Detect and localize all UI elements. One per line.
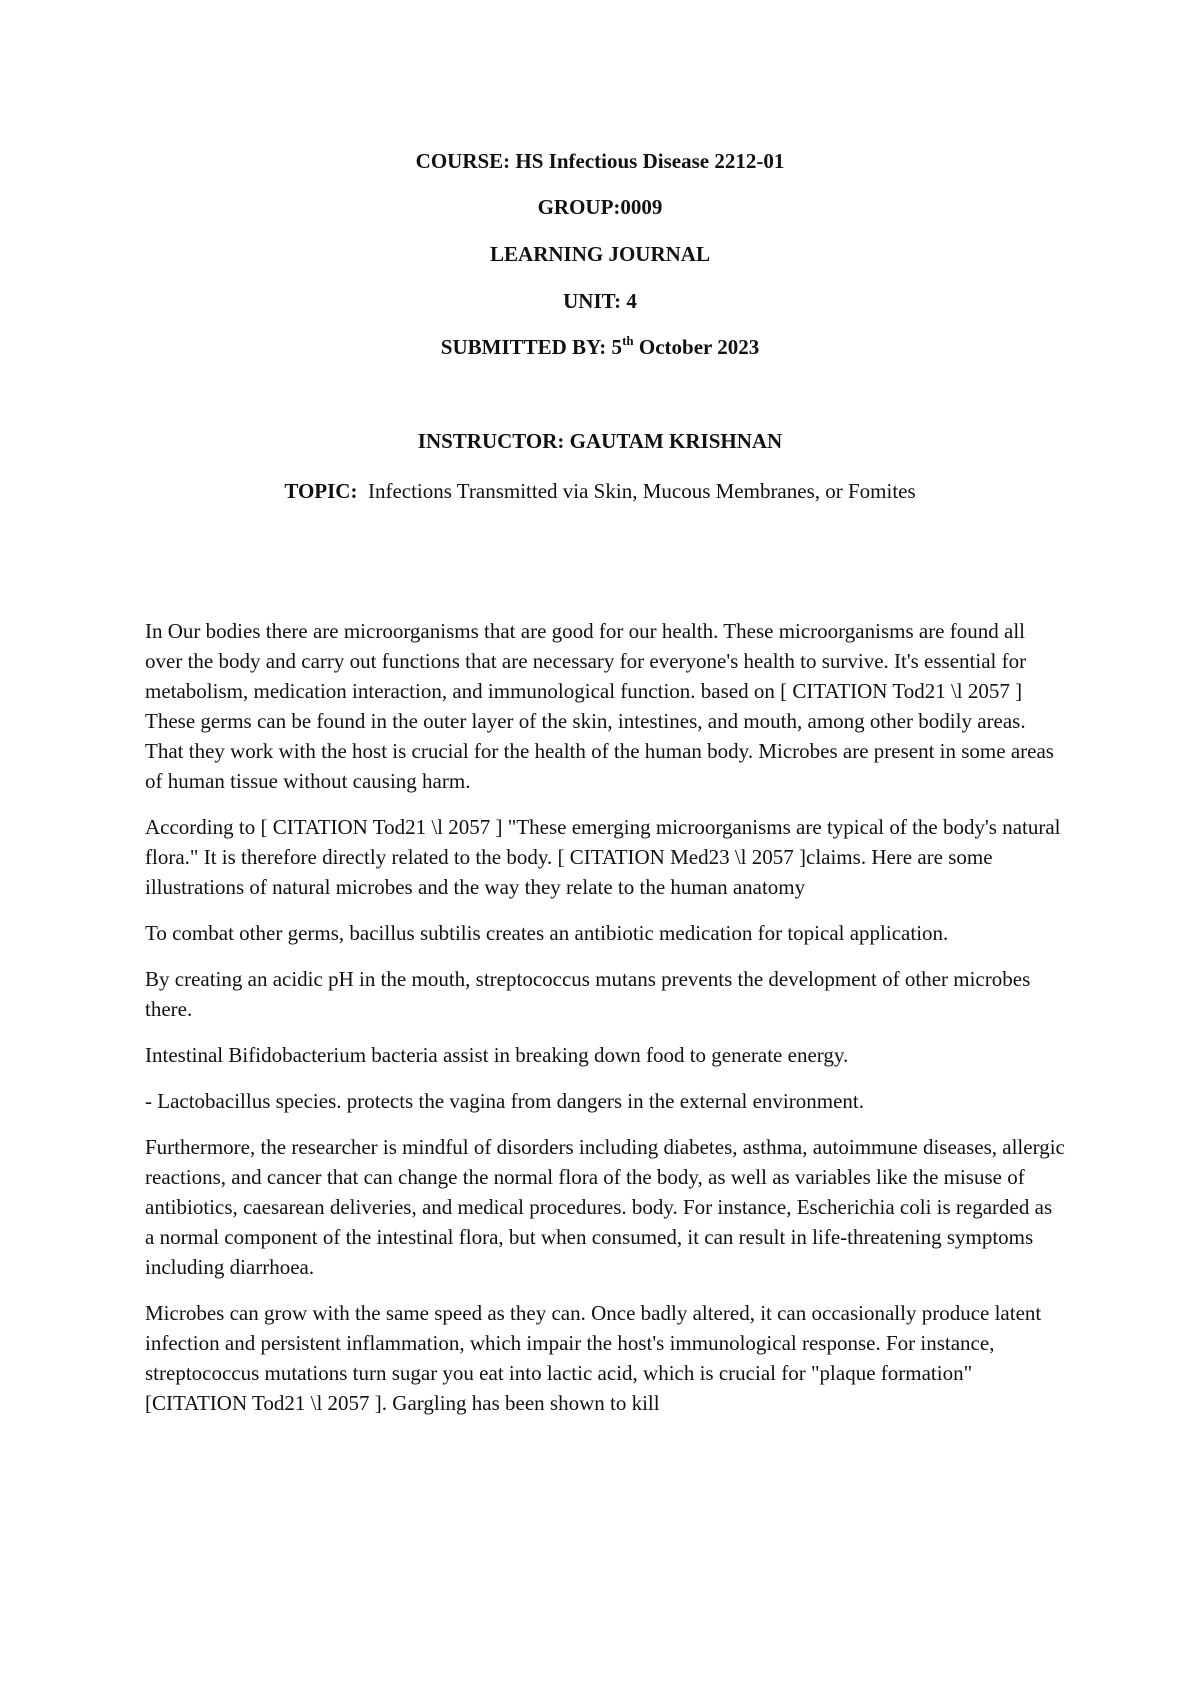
course-line: COURSE: HS Infectious Disease 2212-01 bbox=[415, 149, 785, 173]
topic-text: Infections Transmitted via Skin, Mucous Membranes, or Fomites bbox=[367, 479, 916, 503]
paragraph: According to [ CITATION Tod21 \l 2057 ] "These emerging microorganisms are typical of the body's natural flora." It is therefore directly related to the body. [ CITATION Med23 \l 2057 ]claims. Here are some illustrations of natural microbes and the way they relate to the human anatomy bbox=[145, 815, 1061, 899]
unit-line: UNIT: 4 bbox=[563, 289, 637, 313]
paragraph: By creating an acidic pH in the mouth, streptococcus mutans prevents the development of other microbes there. bbox=[145, 967, 1031, 1021]
submitted-line bbox=[0, 334, 1200, 360]
paragraph: In Our bodies there are microorganisms that are good for our health. These microorganisms are found all over the body and carry out functions that are necessary for everyone's health to survive. It's essential for metabolism, medication interaction, and immunological function. based on [ CITATION Tod21 \l 2057 ] These germs can be found in the outer layer of the skin, intestines, and mouth, among other bodily areas. That they work with the host is crucial for the health of the human body. Microbes are present in some areas of human tissue without causing harm. bbox=[145, 619, 1054, 793]
topic-label: TOPIC: bbox=[284, 479, 358, 503]
group-line: GROUP:0009 bbox=[537, 195, 663, 219]
submitted-suffix: October 2023 bbox=[633, 335, 760, 359]
submitted-ordinal: th bbox=[622, 333, 634, 348]
paragraph: Intestinal Bifidobacterium bacteria assist in breaking down food to generate energy. bbox=[145, 1043, 849, 1067]
topic-line bbox=[0, 478, 1200, 504]
instructor-line: INSTRUCTOR: GAUTAM KRISHNAN bbox=[417, 429, 783, 453]
paragraph: To combat other germs, bacillus subtilis creates an antibiotic medication for topical application. bbox=[145, 921, 949, 945]
submitted-prefix: SUBMITTED BY: 5 bbox=[440, 335, 623, 359]
paragraph: Microbes can grow with the same speed as they can. Once badly altered, it can occasionally produce latent infection and persistent inflammation, which impair the host's immunological response. For instance, streptococcus mutations turn sugar you eat into lactic acid, which is crucial for "plaque formation" [CITATION Tod21 \l 2057 ]. Gargling has been shown to kill bbox=[145, 1301, 1042, 1415]
paragraph: - Lactobacillus species. protects the vagina from dangers in the external environment. bbox=[145, 1089, 864, 1113]
paragraph: Furthermore, the researcher is mindful of disorders including diabetes, asthma, autoimmune diseases, allergic reactions, and cancer that can change the normal flora of the body, as well as variables like the misuse of antibiotics, caesarean deliveries, and medical procedures. body. For instance, Escherichia coli is regarded as a normal component of the intestinal flora, but when consumed, it can result in life-threatening symptoms including diarrhoea. bbox=[145, 1135, 1065, 1279]
body-text bbox=[145, 616, 1065, 1434]
journal-title: LEARNING JOURNAL bbox=[490, 242, 710, 266]
